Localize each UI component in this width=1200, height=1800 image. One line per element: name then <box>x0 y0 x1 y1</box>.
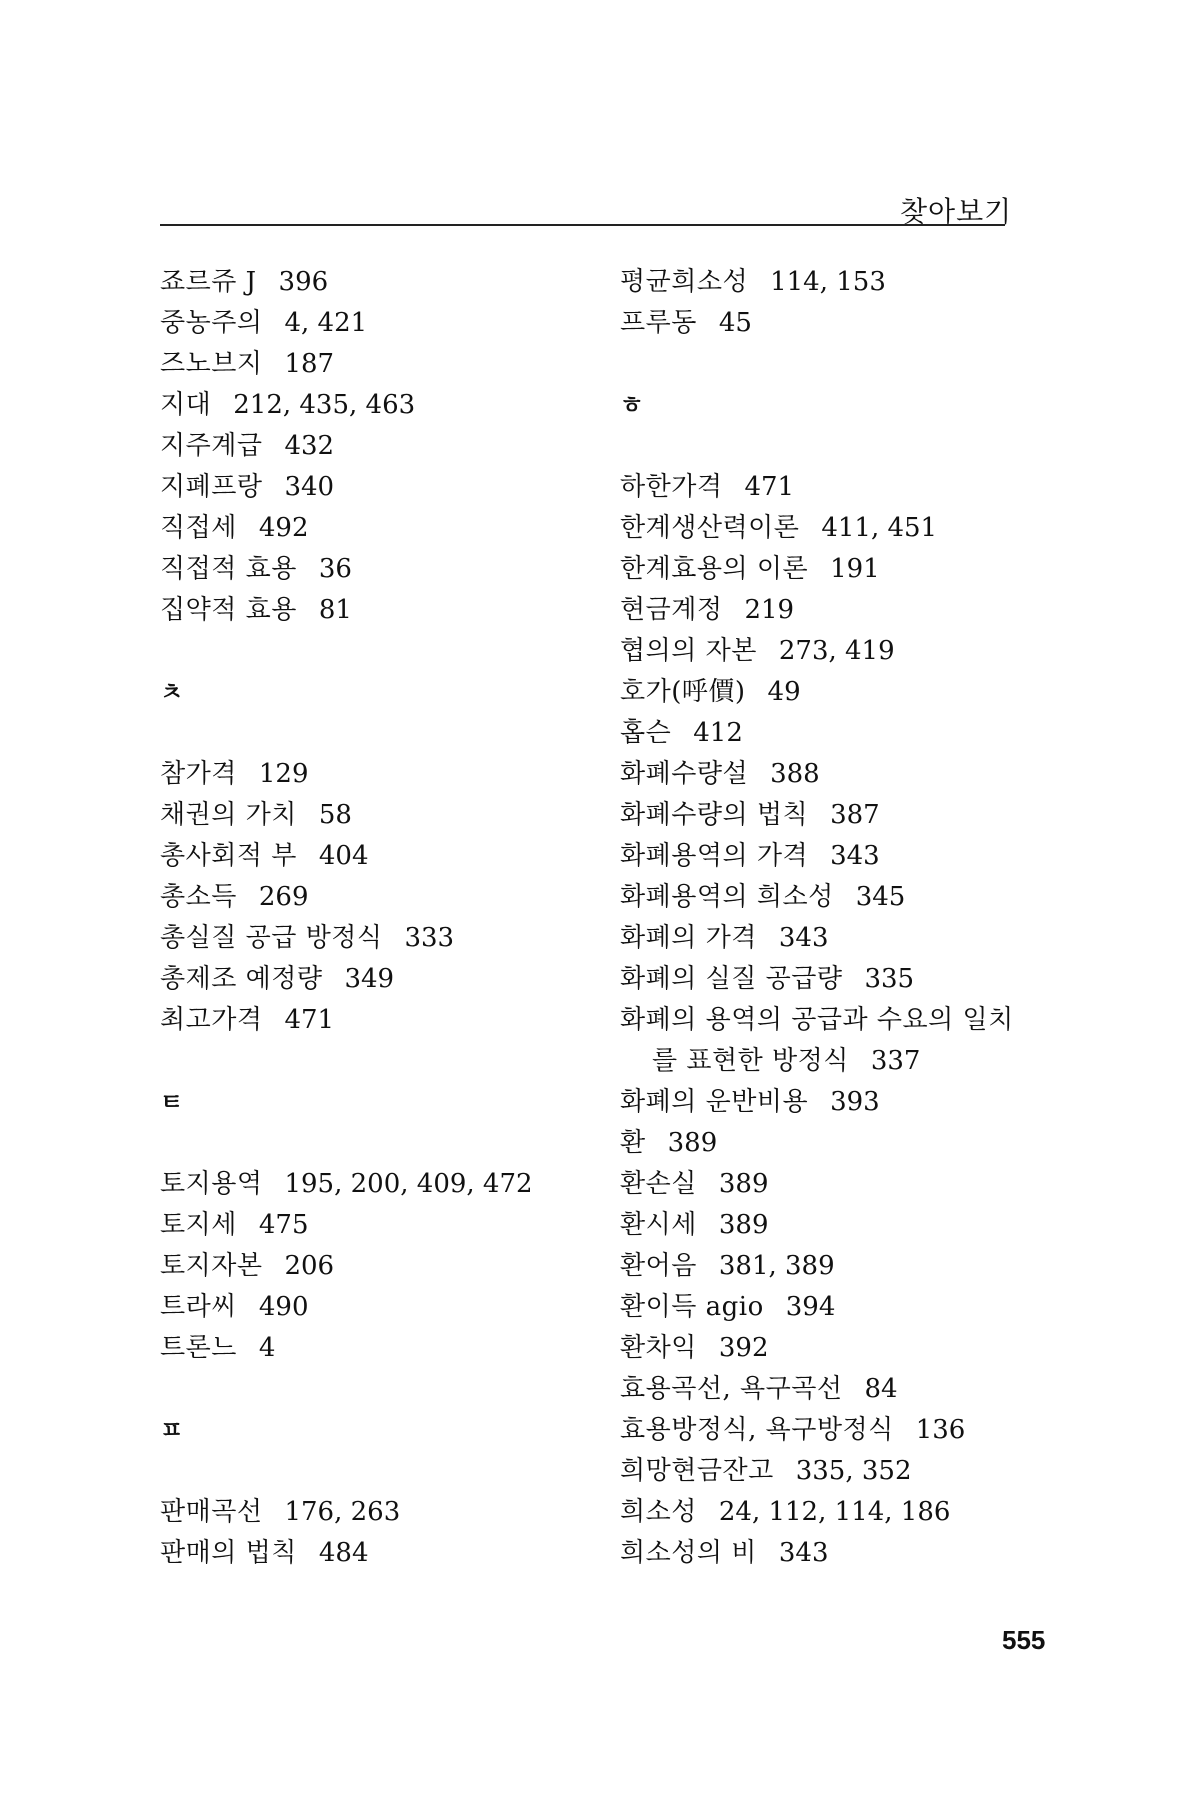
index-term: 화폐수량의 법칙 <box>620 800 809 830</box>
index-page-refs: 58 <box>318 800 352 830</box>
index-page-refs: 343 <box>778 1538 829 1568</box>
index-term: 총제조 예정량 <box>160 964 323 994</box>
spacer <box>160 1369 600 1410</box>
index-entry <box>160 1328 600 1369</box>
index-term: 죠르쥬 J <box>160 267 257 297</box>
index-entry <box>160 303 600 344</box>
index-entry <box>620 1000 1100 1041</box>
index-page-refs: 389 <box>718 1169 769 1199</box>
index-page-refs: 4, 421 <box>284 308 368 338</box>
index-entry <box>620 1082 1100 1123</box>
index-term: 최고가격 <box>160 1005 263 1035</box>
index-entry <box>160 549 600 590</box>
index-entry <box>620 590 1100 631</box>
index-term: 환어음 <box>620 1251 697 1281</box>
section-letter: ㅍ <box>160 1416 184 1444</box>
index-page-refs: 345 <box>855 882 906 912</box>
index-entry <box>620 1246 1100 1287</box>
spacer <box>620 426 1100 467</box>
index-page-refs: 471 <box>744 472 795 502</box>
index-page-refs: 136 <box>915 1415 966 1445</box>
index-entry <box>160 959 600 1000</box>
index-page-refs: 389 <box>718 1210 769 1240</box>
index-term: 채권의 가치 <box>160 800 297 830</box>
index-term: 중농주의 <box>160 308 263 338</box>
index-page-refs: 411, 451 <box>821 513 938 543</box>
index-page-refs: 129 <box>258 759 309 789</box>
index-page-refs: 335, 352 <box>795 1456 912 1486</box>
index-term: 트론느 <box>160 1333 237 1363</box>
index-page-refs: 114, 153 <box>770 267 886 297</box>
index-page-refs: 490 <box>258 1292 309 1322</box>
index-entry <box>620 631 1100 672</box>
index-page-refs: 392 <box>718 1333 769 1363</box>
index-term: 지대 <box>160 390 212 420</box>
index-entry <box>620 262 1100 303</box>
index-page-refs: 349 <box>344 964 395 994</box>
index-entry <box>160 385 600 426</box>
index-term: 직접세 <box>160 513 237 543</box>
index-page-refs: 45 <box>718 308 752 338</box>
index-page-refs: 475 <box>258 1210 309 1240</box>
index-term: 희소성 <box>620 1497 697 1527</box>
spacer <box>160 1123 600 1164</box>
index-term: 화폐의 가격 <box>620 923 757 953</box>
spacer <box>620 344 1100 385</box>
index-entry <box>160 836 600 877</box>
running-head: 찾아보기 <box>900 195 1013 228</box>
index-term: 환시세 <box>620 1210 697 1240</box>
index-page-refs: 4 <box>258 1333 276 1363</box>
index-page-refs: 273, 419 <box>778 636 895 666</box>
index-page-refs: 412 <box>693 718 743 748</box>
index-entry <box>620 467 1100 508</box>
index-page-refs: 212, 435, 463 <box>233 390 416 420</box>
index-column-left <box>160 262 600 1574</box>
index-term: 환이득 agio <box>620 1292 764 1322</box>
index-term: 화폐의 실질 공급량 <box>620 964 843 994</box>
section-letter: ㅎ <box>620 391 644 419</box>
index-entry <box>620 508 1100 549</box>
index-term: 현금계정 <box>620 595 723 625</box>
index-term: 토지용역 <box>160 1169 263 1199</box>
index-page-refs: 219 <box>744 595 795 625</box>
index-term: 홉슨 <box>620 718 672 748</box>
section-letter: ㅊ <box>160 678 184 706</box>
index-entry <box>620 1533 1100 1574</box>
index-entry <box>160 1533 600 1574</box>
index-term: 한계생산력이론 <box>620 513 800 543</box>
index-entry <box>620 1287 1100 1328</box>
index-page-refs: 389 <box>667 1128 718 1158</box>
index-term: 를 표현한 방정식 <box>652 1046 849 1076</box>
index-term: 지주계급 <box>160 431 263 461</box>
index-term: 화폐용역의 가격 <box>620 841 809 871</box>
index-term: 하한가격 <box>620 472 723 502</box>
index-entry <box>620 1123 1100 1164</box>
index-term: 총소득 <box>160 882 237 912</box>
index-column-right <box>620 262 1100 1574</box>
index-page-refs: 195, 200, 409, 472 <box>284 1169 533 1199</box>
index-term: 판매의 법칙 <box>160 1538 297 1568</box>
index-entry <box>620 1205 1100 1246</box>
index-entry <box>160 1000 600 1041</box>
index-term: 프루동 <box>620 308 697 338</box>
index-entry <box>160 795 600 836</box>
index-page-refs: 471 <box>284 1005 335 1035</box>
index-term: 효용곡선, 욕구곡선 <box>620 1374 843 1404</box>
index-page-refs: 432 <box>284 431 335 461</box>
index-entry <box>160 344 600 385</box>
index-page-refs: 269 <box>258 882 309 912</box>
index-entry <box>160 262 600 303</box>
index-page-refs: 396 <box>278 267 329 297</box>
index-page-refs: 394 <box>785 1292 836 1322</box>
index-entry <box>620 713 1100 754</box>
index-entry <box>620 672 1100 713</box>
index-page-refs: 36 <box>318 554 352 584</box>
index-page-refs: 176, 263 <box>284 1497 401 1527</box>
index-entry <box>620 754 1100 795</box>
header-rule <box>160 224 1005 226</box>
index-entry <box>620 1369 1100 1410</box>
index-page-refs: 191 <box>830 554 880 584</box>
index-term: 토지세 <box>160 1210 237 1240</box>
index-term: 한계효용의 이론 <box>620 554 809 584</box>
index-page-refs: 81 <box>318 595 352 625</box>
index-term: 희망현금잔고 <box>620 1456 774 1486</box>
index-page-refs: 337 <box>870 1046 921 1076</box>
index-term: 환차익 <box>620 1333 697 1363</box>
index-entry <box>620 1451 1100 1492</box>
index-entry <box>620 1164 1100 1205</box>
index-term: 화폐수량설 <box>620 759 749 789</box>
index-page-refs: 24, 112, 114, 186 <box>718 1497 951 1527</box>
index-entry <box>160 1287 600 1328</box>
index-entry <box>160 877 600 918</box>
index-page-refs: 49 <box>767 677 801 707</box>
index-page-refs: 335 <box>864 964 915 994</box>
index-entry <box>160 1246 600 1287</box>
index-entry <box>620 877 1100 918</box>
index-entry <box>620 959 1100 1000</box>
index-entry <box>160 1492 600 1533</box>
index-term: 총실질 공급 방정식 <box>160 923 383 953</box>
index-entry <box>620 1492 1100 1533</box>
index-page-refs: 206 <box>284 1251 335 1281</box>
index-page-refs: 187 <box>284 349 335 379</box>
spacer <box>160 631 600 672</box>
page-number: 555 <box>1002 1625 1046 1655</box>
index-term: 지폐프랑 <box>160 472 263 502</box>
index-page-refs: 404 <box>318 841 369 871</box>
index-page-refs: 387 <box>830 800 880 830</box>
index-entry <box>620 549 1100 590</box>
index-page-refs: 343 <box>778 923 829 953</box>
index-term: 총사회적 부 <box>160 841 297 871</box>
index-term: 화폐의 용역의 공급과 수요의 일치 <box>620 1005 1014 1035</box>
index-term: 환손실 <box>620 1169 697 1199</box>
index-term: 참가격 <box>160 759 237 789</box>
spacer <box>160 713 600 754</box>
index-term: 즈노브지 <box>160 349 263 379</box>
index-term: 화폐용역의 희소성 <box>620 882 834 912</box>
index-entry <box>160 508 600 549</box>
index-term: 트라씨 <box>160 1292 237 1322</box>
index-entry-continuation <box>620 1041 1100 1082</box>
index-entry <box>160 467 600 508</box>
index-term: 협의의 자본 <box>620 636 757 666</box>
index-page-refs: 393 <box>830 1087 880 1117</box>
index-entry <box>160 426 600 467</box>
index-term: 호가(呼價) <box>620 677 746 707</box>
index-page-refs: 388 <box>770 759 820 789</box>
index-entry <box>620 795 1100 836</box>
index-term: 희소성의 비 <box>620 1538 757 1568</box>
index-entry <box>160 918 600 959</box>
index-entry <box>620 836 1100 877</box>
index-entry <box>620 1328 1100 1369</box>
spacer <box>160 1451 600 1492</box>
index-term: 평균희소성 <box>620 267 749 297</box>
index-page-refs: 84 <box>864 1374 898 1404</box>
index-entry <box>160 1164 600 1205</box>
index-entry <box>160 754 600 795</box>
index-entry <box>620 918 1100 959</box>
section-letter: ㅌ <box>160 1088 184 1116</box>
index-page-refs: 340 <box>284 472 335 502</box>
index-page-refs: 333 <box>404 923 455 953</box>
index-page-refs: 343 <box>830 841 880 871</box>
index-term: 직접적 효용 <box>160 554 297 584</box>
index-page-refs: 492 <box>258 513 309 543</box>
index-term: 효용방정식, 욕구방정식 <box>620 1415 894 1445</box>
index-term: 토지자본 <box>160 1251 263 1281</box>
index-entry <box>160 1205 600 1246</box>
index-term: 판매곡선 <box>160 1497 263 1527</box>
index-term: 환 <box>620 1128 646 1158</box>
index-page-refs: 381, 389 <box>718 1251 835 1281</box>
index-term: 집약적 효용 <box>160 595 297 625</box>
index-entry <box>160 590 600 631</box>
index-page-refs: 484 <box>318 1538 369 1568</box>
index-entry <box>620 1410 1100 1451</box>
index-term: 화폐의 운반비용 <box>620 1087 809 1117</box>
index-entry <box>620 303 1100 344</box>
spacer <box>160 1041 600 1082</box>
